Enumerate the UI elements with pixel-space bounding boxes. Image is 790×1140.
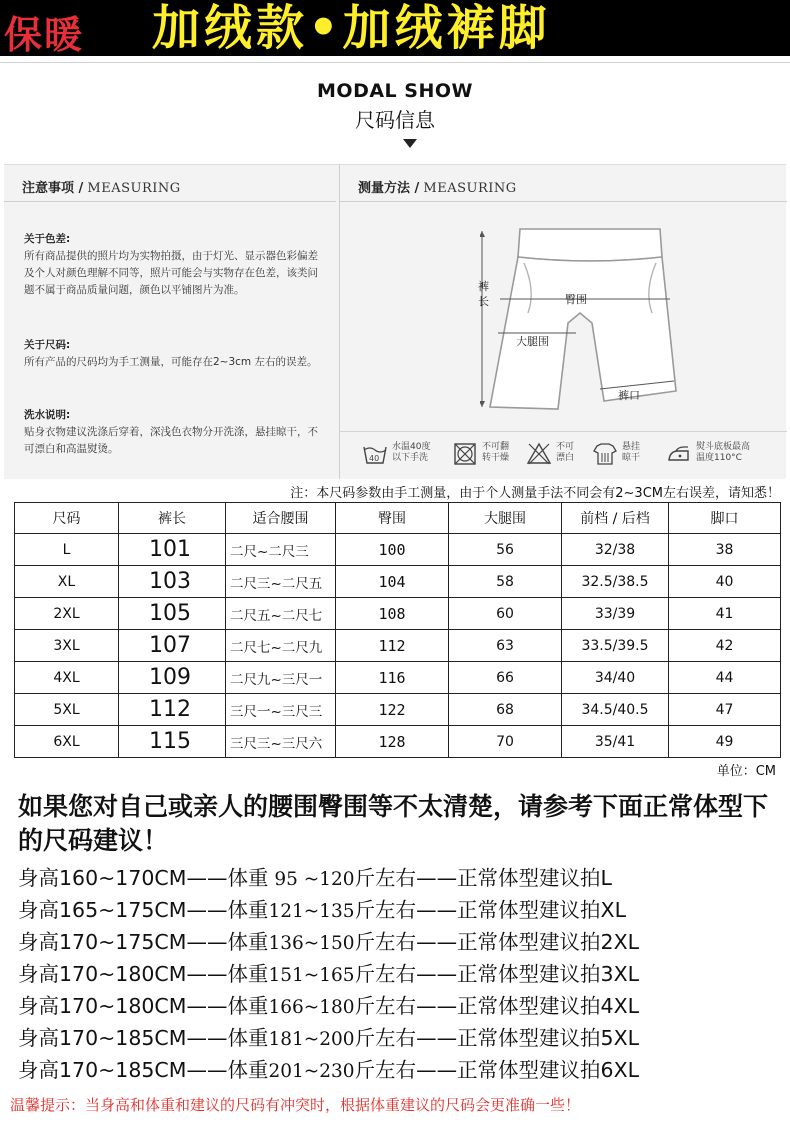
rec-size: ——正常体型建议拍L bbox=[416, 866, 612, 890]
cell-rise: 32/38 bbox=[562, 534, 669, 566]
cell-hem: 41 bbox=[669, 598, 781, 630]
header-thigh: 大腿围 bbox=[449, 503, 562, 534]
hip-label: 臀围 bbox=[565, 293, 587, 306]
table-header-row bbox=[15, 503, 781, 534]
no-tumble-dry-icon bbox=[452, 442, 478, 466]
notes-divider bbox=[4, 201, 336, 202]
rec-size: ——正常体型建议拍6XL bbox=[416, 1058, 640, 1082]
care-hang-dry-text: 悬挂 晾干 bbox=[622, 442, 641, 463]
cell-hem: 47 bbox=[669, 694, 781, 726]
note-wash-text: 贴身衣物建议洗涤后穿着，深浅色衣物分开洗涤，悬挂晾干，不可漂白和高温熨烫。 bbox=[24, 426, 318, 455]
cell-size: 2XL bbox=[15, 598, 119, 630]
rec-weight: 201~230 bbox=[268, 1061, 355, 1082]
note-wash-title: 洗水说明: bbox=[24, 409, 71, 421]
method-title-cn: 测量方法 / bbox=[358, 181, 420, 196]
rec-height: 身高170~180CM bbox=[18, 962, 187, 986]
rec-weight: 136~150 bbox=[268, 933, 355, 954]
table-row bbox=[15, 534, 781, 566]
table-row bbox=[15, 694, 781, 726]
cell-size: 6XL bbox=[15, 726, 119, 758]
advice-heading: 如果您对自己或亲人的腰围臀围等不太清楚，请参考下面正常体型下的尺码建议！ bbox=[18, 792, 769, 855]
cell-thigh: 60 bbox=[449, 598, 562, 630]
info-panel bbox=[4, 164, 786, 479]
rec-weight-label: ——体重 bbox=[186, 1026, 269, 1050]
note-size bbox=[24, 337, 324, 371]
notes-title-en: MEASURING bbox=[87, 181, 181, 196]
recommendation-row bbox=[18, 862, 788, 894]
cell-waist: 二尺三~二尺五 bbox=[226, 566, 336, 598]
cell-rise: 33.5/39.5 bbox=[562, 630, 669, 662]
cell-length: 105 bbox=[119, 598, 226, 630]
recommendation-row bbox=[18, 1054, 788, 1086]
cell-rise: 34/40 bbox=[562, 662, 669, 694]
banner-divider bbox=[0, 62, 790, 63]
header-waist: 适合腰围 bbox=[226, 503, 336, 534]
cell-rise: 35/41 bbox=[562, 726, 669, 758]
rec-jin: 斤左右 bbox=[354, 1026, 417, 1050]
note-color-title: 关于色差: bbox=[24, 233, 71, 245]
header-size: 尺码 bbox=[15, 503, 119, 534]
cell-hip: 100 bbox=[336, 534, 449, 566]
rec-height: 身高170~185CM bbox=[18, 1026, 187, 1050]
rec-size: ——正常体型建议拍4XL bbox=[416, 994, 640, 1018]
table-row bbox=[15, 726, 781, 758]
cell-waist: 三尺一~三尺三 bbox=[226, 694, 336, 726]
cell-rise: 33/39 bbox=[562, 598, 669, 630]
cell-hip: 122 bbox=[336, 694, 449, 726]
method-pane-title bbox=[358, 177, 517, 196]
rec-weight-label: ——体重 bbox=[186, 866, 269, 890]
rec-jin: 斤左右 bbox=[354, 1058, 417, 1082]
header-hem: 脚口 bbox=[669, 503, 781, 534]
table-note: 注：本尺码参数由手工测量，由于个人测量手法不同会有2~3CM左右误差，请知悉！ bbox=[290, 486, 780, 501]
header-rise: 前档 / 后档 bbox=[562, 503, 669, 534]
rec-height: 身高160~170CM bbox=[18, 866, 187, 890]
cell-hip: 112 bbox=[336, 630, 449, 662]
cell-thigh: 70 bbox=[449, 726, 562, 758]
warm-tip: 温馨提示：当身高和体重和建议的尺码有冲突时，根据体重建议的尺码会更准确一些！ bbox=[10, 1096, 581, 1114]
cell-size: 3XL bbox=[15, 630, 119, 662]
rec-height: 身高170~180CM bbox=[18, 994, 187, 1018]
note-wash bbox=[24, 407, 324, 458]
cell-rise: 32.5/38.5 bbox=[562, 566, 669, 598]
care-no-bleach-text: 不可 漂白 bbox=[556, 442, 575, 463]
cell-length: 101 bbox=[119, 534, 226, 566]
method-divider bbox=[340, 201, 787, 202]
cell-hip: 108 bbox=[336, 598, 449, 630]
cell-waist: 二尺九~三尺一 bbox=[226, 662, 336, 694]
note-size-title: 关于尺码: bbox=[24, 339, 71, 351]
recommendation-row bbox=[18, 926, 788, 958]
table-row bbox=[15, 662, 781, 694]
cell-waist: 二尺~二尺三 bbox=[226, 534, 336, 566]
hem-label: 裤口 bbox=[618, 389, 640, 402]
svg-text:40: 40 bbox=[369, 454, 380, 463]
cell-waist: 三尺三~三尺六 bbox=[226, 726, 336, 758]
rec-weight: 121~135 bbox=[268, 901, 355, 922]
cell-length: 107 bbox=[119, 630, 226, 662]
cell-size: 5XL bbox=[15, 694, 119, 726]
cell-waist: 二尺五~二尺七 bbox=[226, 598, 336, 630]
rec-weight-label: ——体重 bbox=[186, 962, 269, 986]
cell-hem: 44 bbox=[669, 662, 781, 694]
rec-size: ——正常体型建议拍3XL bbox=[416, 962, 640, 986]
method-pane bbox=[339, 165, 787, 479]
rec-weight-label: ——体重 bbox=[186, 930, 269, 954]
no-bleach-icon bbox=[526, 442, 552, 466]
cell-hip: 104 bbox=[336, 566, 449, 598]
recommendation-row bbox=[18, 1022, 788, 1054]
banner-slogan: 加绒款•加绒裤脚 bbox=[152, 0, 551, 56]
top-banner bbox=[0, 0, 790, 56]
rec-jin: 斤左右 bbox=[354, 898, 417, 922]
size-table bbox=[14, 502, 781, 758]
banner-warm-label: 保暖 bbox=[4, 13, 85, 57]
cell-size: 4XL bbox=[15, 662, 119, 694]
unit-label: 单位：CM bbox=[716, 764, 776, 779]
rec-size: ——正常体型建议拍XL bbox=[416, 898, 627, 922]
section-title-cn: 尺码信息 bbox=[355, 108, 435, 132]
cell-hem: 38 bbox=[669, 534, 781, 566]
rec-jin: 斤左右 bbox=[354, 994, 417, 1018]
care-iron-text: 熨斗底板最高 温度110°C bbox=[696, 442, 751, 463]
cell-length: 103 bbox=[119, 566, 226, 598]
rec-size: ——正常体型建议拍5XL bbox=[416, 1026, 640, 1050]
thigh-label: 大腿围 bbox=[516, 335, 549, 348]
length-label: 裤长 bbox=[478, 280, 489, 308]
rec-weight-label: ——体重 bbox=[186, 994, 269, 1018]
rec-weight: 166~180 bbox=[268, 997, 355, 1018]
cell-hem: 40 bbox=[669, 566, 781, 598]
cell-rise: 34.5/40.5 bbox=[562, 694, 669, 726]
notes-pane bbox=[4, 165, 336, 479]
note-size-text: 所有产品的尺码均为手工测量，可能存在2~3cm 左右的误差。 bbox=[24, 356, 318, 368]
cell-size: XL bbox=[15, 566, 119, 598]
rec-jin: 斤左右 bbox=[354, 866, 417, 890]
cell-waist: 二尺七~二尺九 bbox=[226, 630, 336, 662]
table-row bbox=[15, 630, 781, 662]
header-hip: 臀围 bbox=[336, 503, 449, 534]
rec-weight-label: ——体重 bbox=[186, 898, 269, 922]
recommendation-row bbox=[18, 990, 788, 1022]
cell-thigh: 58 bbox=[449, 566, 562, 598]
iron-icon bbox=[666, 442, 692, 466]
recommendation-list bbox=[18, 862, 788, 1086]
rec-weight-label: ——体重 bbox=[186, 1058, 269, 1082]
wash-40-icon bbox=[362, 442, 388, 466]
table-row bbox=[15, 598, 781, 630]
care-wash-text: 水温40度 以下手洗 bbox=[392, 442, 431, 463]
cell-thigh: 56 bbox=[449, 534, 562, 566]
care-no-tumble-text: 不可翻 转干燥 bbox=[482, 442, 510, 463]
cell-thigh: 63 bbox=[449, 630, 562, 662]
recommendation-row bbox=[18, 958, 788, 990]
note-color-text: 所有商品提供的照片均为实物拍摄，由于灯光、显示器色彩偏差及个人对颜色理解不同等，照片可能会与实物存在色差，该类问题不属于商品质量问题，颜色以平铺图片为准。 bbox=[24, 250, 318, 296]
rec-size: ——正常体型建议拍2XL bbox=[416, 930, 640, 954]
hang-dry-icon bbox=[592, 442, 618, 466]
rec-weight: 95 ~120 bbox=[268, 869, 355, 890]
rec-height: 身高165~175CM bbox=[18, 898, 187, 922]
cell-thigh: 68 bbox=[449, 694, 562, 726]
rec-jin: 斤左右 bbox=[354, 930, 417, 954]
section-title-en: MODAL SHOW bbox=[317, 80, 473, 102]
rec-weight: 181~200 bbox=[268, 1029, 355, 1050]
method-title-en: MEASURING bbox=[423, 181, 517, 196]
cell-size: L bbox=[15, 534, 119, 566]
rec-height: 身高170~185CM bbox=[18, 1058, 187, 1082]
cell-thigh: 66 bbox=[449, 662, 562, 694]
cell-length: 112 bbox=[119, 694, 226, 726]
rec-weight: 151~165 bbox=[268, 965, 355, 986]
cell-length: 115 bbox=[119, 726, 226, 758]
notes-pane-title bbox=[22, 177, 181, 196]
rec-height: 身高170~175CM bbox=[18, 930, 187, 954]
down-triangle-icon bbox=[403, 139, 417, 148]
cell-hip: 116 bbox=[336, 662, 449, 694]
table-row bbox=[15, 566, 781, 598]
notes-title-cn: 注意事项 / bbox=[22, 181, 84, 196]
cell-length: 109 bbox=[119, 662, 226, 694]
cell-hip: 128 bbox=[336, 726, 449, 758]
recommendation-row bbox=[18, 894, 788, 926]
shorts-diagram-icon bbox=[480, 221, 680, 421]
cell-hem: 49 bbox=[669, 726, 781, 758]
rec-jin: 斤左右 bbox=[354, 962, 417, 986]
cell-hem: 42 bbox=[669, 630, 781, 662]
note-color bbox=[24, 231, 324, 299]
header-length: 裤长 bbox=[119, 503, 226, 534]
care-instructions bbox=[340, 431, 787, 476]
